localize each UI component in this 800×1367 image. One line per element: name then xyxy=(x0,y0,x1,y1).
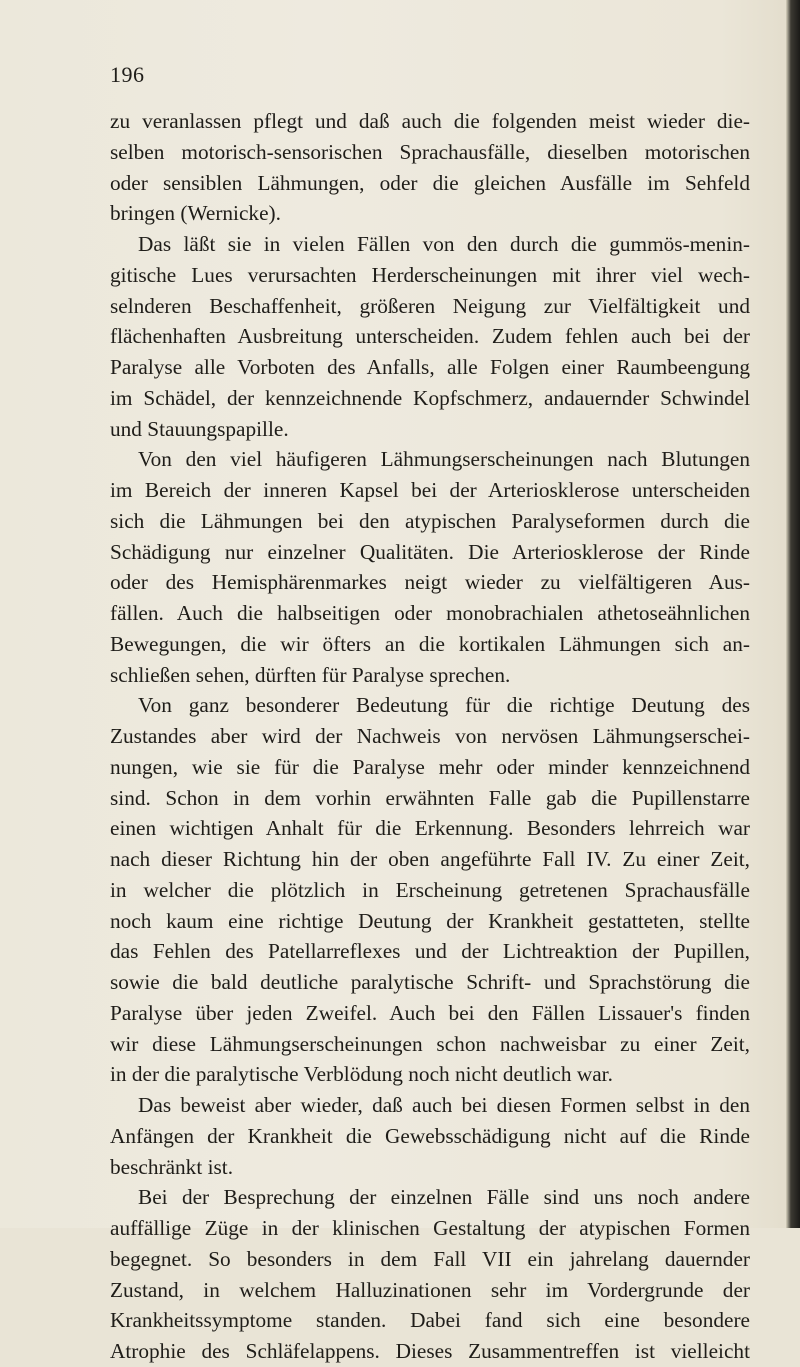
page-number: 196 xyxy=(110,62,145,87)
text-line: schließen sehen, dürften für Paralyse sprechen. xyxy=(110,662,511,687)
body-text xyxy=(110,106,750,1367)
text-line: in der die paralytische Verblödung noch nicht deutlich war. xyxy=(110,1062,613,1087)
text-line: zu veranlassen pflegt und daß auch die folgenden meist wieder die- xyxy=(110,109,750,133)
text-line: selben motorisch-sensorischen Sprachausfälle, dieselben motorischen xyxy=(110,139,750,164)
text-line: in welcher die plötzlich in Erscheinung getretenen Sprachausfälle xyxy=(110,877,750,902)
text-line: begegnet. So besonders in dem Fall VII ein jahrelang dauernder xyxy=(110,1246,750,1271)
text-line: wir diese Lähmungserscheinungen schon nachweisbar zu einer Zeit, xyxy=(110,1031,750,1056)
text-line: im Schädel, der kennzeichnende Kopfschmerz, andauernder Schwindel xyxy=(110,385,750,410)
text-line: nungen, wie sie für die Paralyse mehr oder minder kennzeichnend xyxy=(110,754,750,779)
text-line: flächenhaften Ausbreitung unterscheiden. Zudem fehlen auch bei der xyxy=(110,324,750,349)
text-line: sich die Lähmungen bei den atypischen Paralyseformen durch die xyxy=(110,508,750,533)
text-line: im Bereich der inneren Kapsel bei der Arteriosklerose unterscheiden xyxy=(110,478,750,502)
text-line: sind. Schon in dem vorhin erwähnten Falle gab die Pupillenstarre xyxy=(110,785,750,810)
text-line: noch kaum eine richtige Deutung der Krankheit gestatteten, stellte xyxy=(110,908,750,933)
text-line: auffällige Züge in der klinischen Gestaltung der atypischen Formen xyxy=(110,1216,750,1240)
text-line: nach dieser Richtung hin der oben angeführte Fall IV. Zu einer Zeit, xyxy=(110,847,750,871)
text-line: beschränkt ist. xyxy=(110,1154,234,1179)
text-line: Krankheitssymptome standen. Dabei fand sich eine besondere xyxy=(110,1308,750,1333)
text-line: das Fehlen des Patellarreflexes und der Lichtreaktion der Pupillen, xyxy=(110,939,750,964)
text-line: selnderen Beschaffenheit, größeren Neigung zur Vielfältigkeit und xyxy=(110,293,750,318)
text-line: Schädigung nur einzelner Qualitäten. Die Arteriosklerose der Rinde xyxy=(110,539,750,564)
text-line: oder des Hemisphärenmarkes neigt wieder zu vielfältigeren Aus- xyxy=(110,570,750,595)
text-line: Das läßt sie in vielen Fällen von den durch die gummös-menin- xyxy=(138,232,750,256)
text-line: Von den viel häufigeren Lähmungserscheinungen nach Blutungen xyxy=(138,447,750,472)
text-line: Das beweist aber wieder, daß auch bei diesen Formen selbst in den xyxy=(138,1093,750,1117)
text-line: Zustand, in welchem Halluzinationen sehr im Vordergrunde der xyxy=(110,1277,750,1302)
text-line: Anfängen der Krankheit die Gewebsschädigung nicht auf die Rinde xyxy=(110,1123,750,1148)
text-line: einen wichtigen Anhalt für die Erkennung. Besonders lehrreich war xyxy=(110,816,750,841)
text-line: Bei der Besprechung der einzelnen Fälle sind uns noch andere xyxy=(138,1185,750,1210)
text-line: oder sensiblen Lähmungen, oder die gleichen Ausfälle im Sehfeld xyxy=(110,170,750,195)
text-line: Von ganz besonderer Bedeutung für die richtige Deutung des xyxy=(138,693,750,718)
page-edge-shadow xyxy=(786,0,800,1228)
text-line: und Stauungspapille. xyxy=(110,416,289,441)
text-line: bringen (Wernicke). xyxy=(110,201,281,226)
text-line: Bewegungen, die wir öfters an die kortikalen Lähmungen sich an- xyxy=(110,631,750,656)
text-line: Atrophie des Schläfelappens. Dieses Zusammentreffen ist vielleicht xyxy=(110,1339,750,1363)
text-line: Paralyse alle Vorboten des Anfalls, alle Folgen einer Raumbeengung xyxy=(110,355,750,379)
text-line: Paralyse über jeden Zweifel. Auch bei den Fällen Lissauer's finden xyxy=(110,1000,750,1025)
text-line: Zustandes aber wird der Nachweis von nervösen Lähmungserschei- xyxy=(110,724,750,748)
text-line: fällen. Auch die halbseitigen oder monobrachialen athetoseähnlichen xyxy=(110,601,750,625)
text-line: sowie die bald deutliche paralytische Schrift- und Sprachstörung die xyxy=(110,970,750,994)
text-line: gitische Lues verursachten Herderscheinungen mit ihrer viel wech- xyxy=(110,262,750,287)
